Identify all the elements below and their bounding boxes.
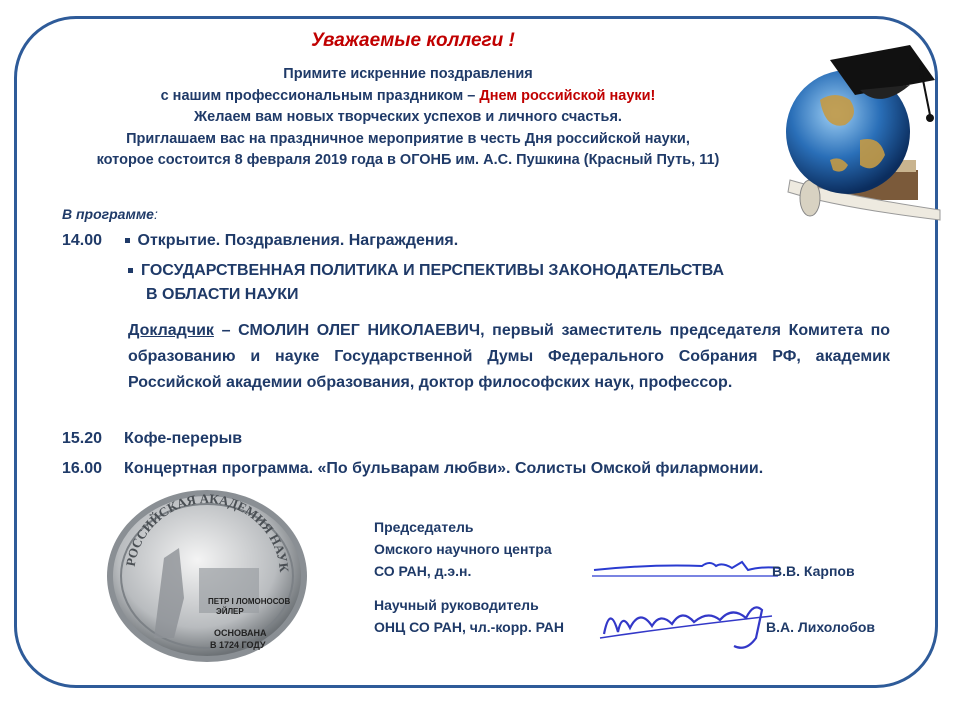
speaker-text: – СМОЛИН ОЛЕГ НИКОЛАЕВИЧ, первый заместитель председателя Комитета по образованию и науке Государственной Думы Федерального Собрания РФ, академик Российской академии образования, доктор философских наук, профессор. <box>128 322 890 391</box>
speaker-paragraph <box>128 318 890 396</box>
program-item-2 <box>128 262 724 280</box>
commemorative-coin-icon <box>104 488 310 664</box>
intro-line-1: Примите искренние поздравления <box>283 66 533 82</box>
item-2-line-1: ГОСУДАРСТВЕННАЯ ПОЛИТИКА И ПЕРСПЕКТИВЫ ЗАКОНОДАТЕЛЬСТВА <box>141 262 725 279</box>
sig-2-name: В.А. Лихолобов <box>766 619 876 635</box>
signature-icon <box>596 598 782 658</box>
program-item-3 <box>62 430 242 448</box>
coin-line-2: ЭЙЛЕР <box>216 607 244 616</box>
item-4-time: 16.00 <box>62 460 103 477</box>
program-label <box>62 206 158 222</box>
coin-line-4: В 1724 ГОДУ <box>210 640 266 650</box>
program-label-colon: : <box>153 206 158 222</box>
speaker-label: Докладчик <box>128 322 214 339</box>
sig-1-title: Председатель <box>374 519 474 535</box>
sig-1-org: Омского научного центра <box>374 541 552 557</box>
coin-line-3: ОСНОВАНА <box>214 628 267 638</box>
item-3-text: Кофе-перерыв <box>124 430 243 447</box>
intro-text <box>0 64 816 172</box>
signature-block-2 <box>374 594 564 638</box>
signature-icon <box>592 556 782 582</box>
program-item-4 <box>62 460 763 478</box>
coin-arc-textpath: РОССИЙСКАЯ АКАДЕМИЯ НАУК <box>122 490 292 573</box>
science-day-highlight: Днем российской науки! <box>479 87 656 104</box>
sig-1-degree: СО РАН, д.э.н. <box>374 563 472 579</box>
program-label-text: В программе <box>62 206 154 222</box>
item-1-time: 14.00 <box>62 232 103 249</box>
item-4-text: Концертная программа. «По бульварам любви». Солисты Омской филармонии. <box>124 460 764 477</box>
intro-line-3: Желаем вам новых творческих успехов и личного счастья. <box>194 109 622 125</box>
signature-block-1 <box>374 516 552 582</box>
sig-2-title: Научный руководитель <box>374 597 539 613</box>
intro-line-2-text: с нашим профессиональным праздником – <box>160 87 480 104</box>
intro-line-4: Приглашаем вас на праздничное мероприятие в честь Дня российской науки, <box>126 130 690 147</box>
intro-line-2 <box>0 86 816 108</box>
bullet-icon <box>128 268 133 273</box>
intro-line-5: которое состоится 8 февраля 2019 года в ОГОНБ им. А.С. Пушкина (Красный Путь, 11) <box>96 152 720 168</box>
item-2-line-2: В ОБЛАСТИ НАУКИ <box>146 286 299 303</box>
item-3-time: 15.20 <box>62 430 103 447</box>
bullet-icon <box>125 238 130 243</box>
globe-with-graduation-cap-icon <box>770 20 950 240</box>
coin-line-1: ПЕТР I ЛОМОНОСОВ <box>208 597 291 606</box>
sig-2-org: ОНЦ СО РАН, чл.-корр. РАН <box>374 619 564 635</box>
program-item-1 <box>62 232 458 250</box>
greeting-title: Уважаемые коллеги ! <box>311 30 515 51</box>
item-1-text: Открытие. Поздравления. Награждения. <box>137 232 459 249</box>
sig-1-name: В.В. Карпов <box>772 563 855 579</box>
